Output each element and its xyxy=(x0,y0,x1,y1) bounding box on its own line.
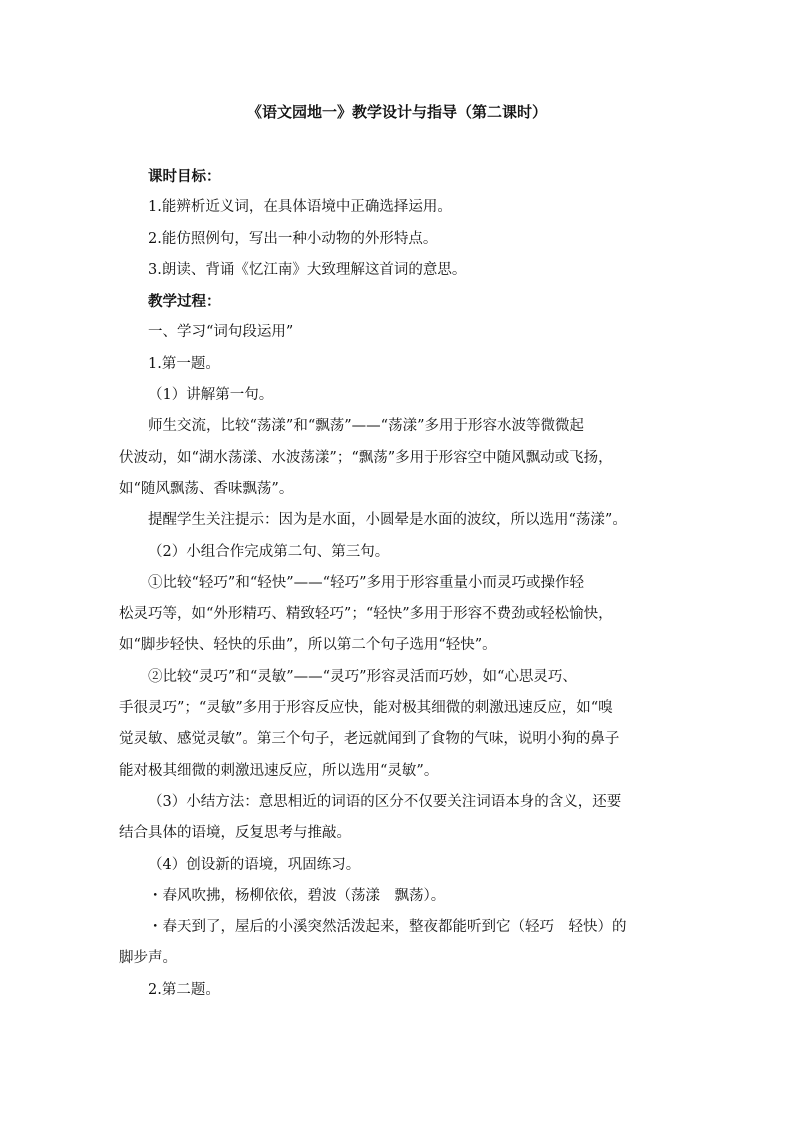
question-2-heading: 2.第二题。 xyxy=(148,981,220,998)
step-3: （3）小结方法：意思相近的词语的区分不仅要关注词语本身的含义，还要 xyxy=(148,793,622,810)
objective-2: 2.能仿照例句，写出一种小动物的外形特点。 xyxy=(148,230,438,247)
step-2: （2）小组合作完成第二句、第三句。 xyxy=(148,543,390,560)
exercise-item: ・春天到了，屋后的小溪突然活泼起来，整夜都能听到它（轻巧 轻快）的 xyxy=(148,919,627,936)
paragraph-line: 如“随风飘荡、香味飘荡”。 xyxy=(119,480,294,497)
paragraph-line: 提醒学生关注提示：因为是水面，小圆晕是水面的波纹，所以选用“荡漾”。 xyxy=(148,512,627,529)
paragraph-line: 松灵巧等，如“外形精巧、精致轻巧”；“轻快”多用于形容不费劲或轻松愉快， xyxy=(119,606,613,623)
objectives-heading: 课时目标： xyxy=(148,168,221,185)
paragraph-line: 伏波动，如“湖水荡漾、水波荡漾”；“飘荡”多用于形容空中随风飘动或飞扬， xyxy=(119,449,613,466)
document-body xyxy=(119,161,679,1006)
paragraph-line: ②比较“灵巧”和“灵敏”——“灵巧”形容灵活而巧妙，如“心思灵巧、 xyxy=(148,668,577,685)
paragraph-line: 觉灵敏、感觉灵敏”。第三个句子，老远就闻到了食物的气味，说明小狗的鼻子 xyxy=(119,731,620,748)
objective-3: 3.朗读、背诵《忆江南》大致理解这首词的意思。 xyxy=(148,261,467,278)
step-4: （4）创设新的语境，巩固练习。 xyxy=(148,856,361,873)
paragraph-line: 脚步声。 xyxy=(119,950,177,967)
paragraph-line: 能对极其细微的刺激迅速反应，所以选用“灵敏”。 xyxy=(119,762,439,779)
step-1: （1）讲解第一句。 xyxy=(148,387,274,404)
section-one-heading: 一、学习“词句段运用” xyxy=(148,324,294,341)
paragraph-line: ①比较“轻巧”和“轻快”——“轻巧”多用于形容重量小而灵巧或操作轻 xyxy=(148,574,584,591)
paragraph-line: 结合具体的语境，反复思考与推敲。 xyxy=(119,825,351,842)
exercise-item: ・春风吹拂，杨柳依依，碧波（荡漾 飘荡）。 xyxy=(148,887,446,904)
objective-1: 1.能辨析近义词，在具体语境中正确选择运用。 xyxy=(148,199,452,216)
process-heading: 教学过程： xyxy=(148,293,221,311)
question-1-heading: 1.第一题。 xyxy=(148,355,220,372)
paragraph-line: 师生交流，比较“荡漾”和“飘荡”——“荡漾”多用于形容水波等微微起 xyxy=(148,418,584,435)
paragraph-line: 手很灵巧”；“灵敏”多用于形容反应快，能对极其细微的刺激迅速反应，如“嗅 xyxy=(119,700,613,717)
paragraph-line: 如“脚步轻快、轻快的乐曲”，所以第二个句子选用“轻快”。 xyxy=(119,637,497,654)
document-title: 《语文园地一》教学设计与指导（第二课时） xyxy=(246,103,547,121)
